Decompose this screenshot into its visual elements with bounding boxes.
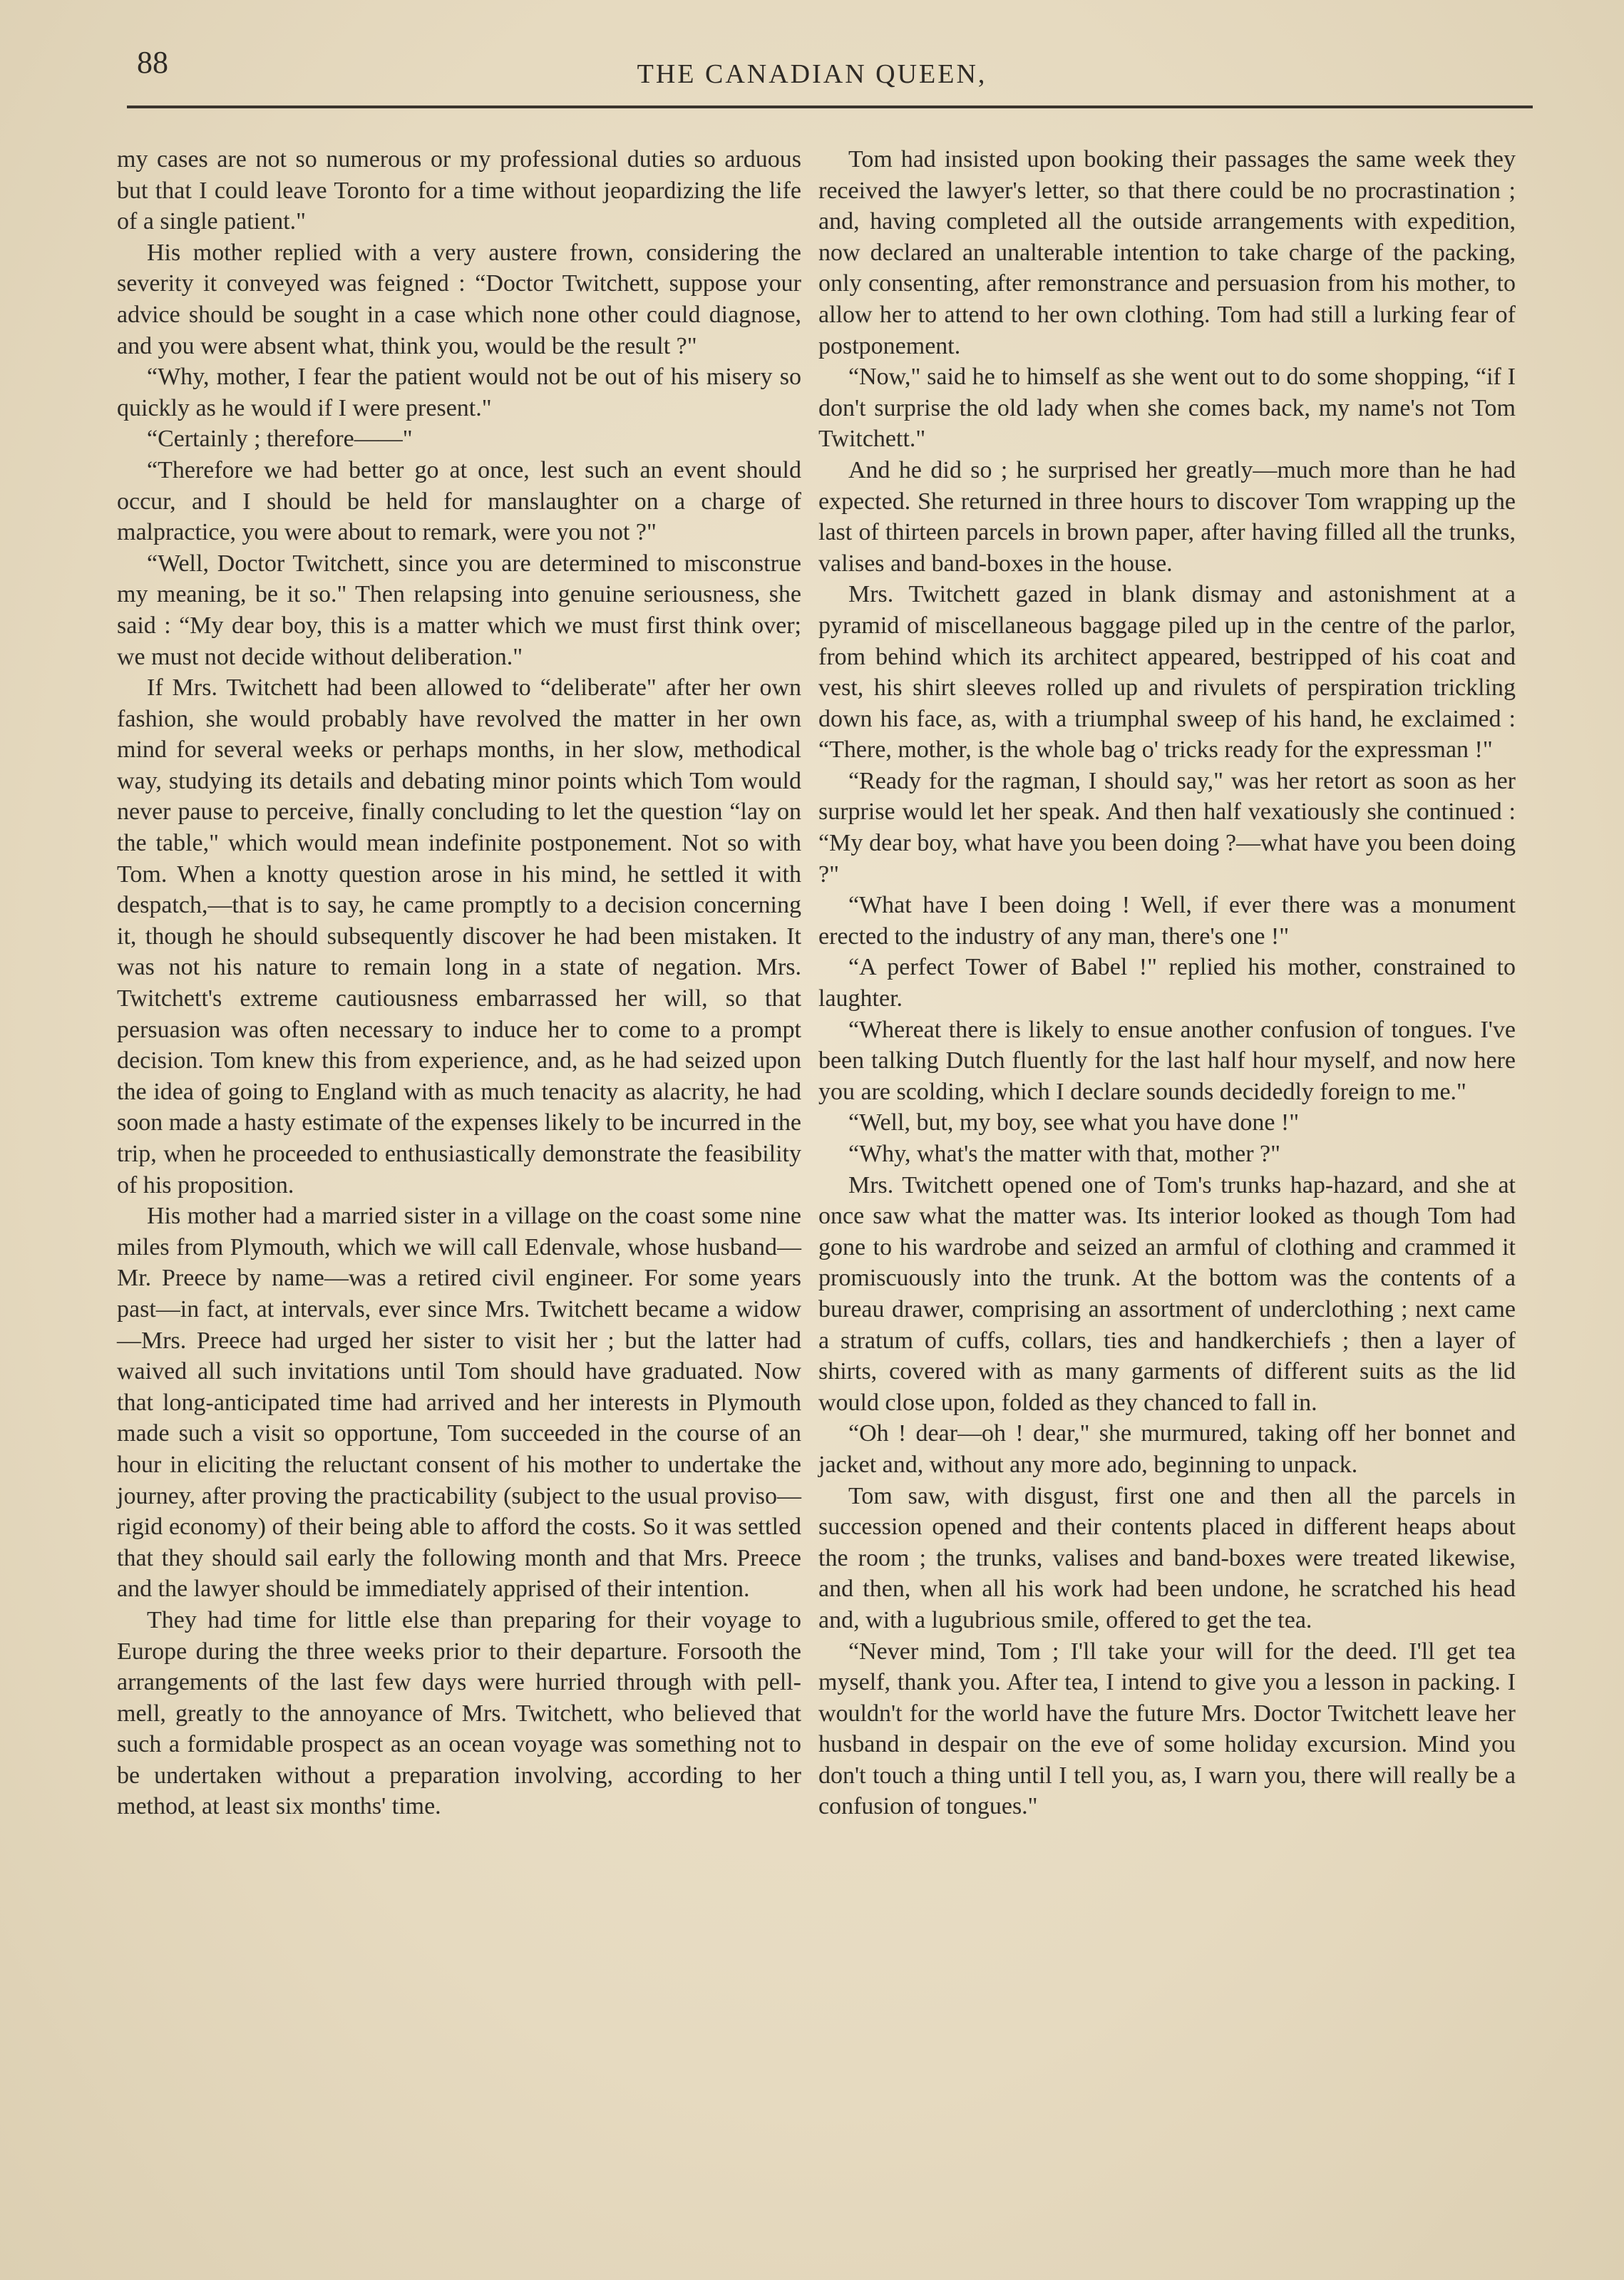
paragraph: “Well, Doctor Twitchett, since you are determined to misconstrue my meaning, be it so." Then relapsing into genuine seriousness, she said : “My dear boy, this is a matter which we must first think over; we must not decide without deliberation." xyxy=(117,550,801,670)
paragraph: “A perfect Tower of Babel !" replied his mother, constrained to laughter. xyxy=(818,954,1516,1012)
paragraph: my cases are not so numerous or my professional duties so arduous but that I could leave Toronto for a time without jeopardizing the life of a single patient." xyxy=(117,146,801,235)
left-column xyxy=(117,144,801,1822)
paragraph: Tom saw, with disgust, first one and then all the parcels in succession opened and their contents placed in different heaps about the room ; the trunks, valises and band-boxes were treated likewise, and then, when all his work had been undone, he scratched his head and, with a lugubrious smile, offered to get the tea. xyxy=(818,1482,1516,1633)
paragraph: “Well, but, my boy, see what you have done !" xyxy=(848,1109,1300,1136)
paragraph: “Now," said he to himself as she went out to do some shopping, “if I don't surprise the old lady when she comes back, my name's not Tom Twitchett." xyxy=(818,364,1516,453)
paragraph: “Therefore we had better go at once, lest such an event should occur, and I should be held for manslaughter on a charge of malpractice, you were about to remark, were you not ?" xyxy=(117,456,801,546)
paragraph: “Ready for the ragman, I should say," was her retort as soon as her surprise would let her speak. And then half vexatiously she continued : “My dear boy, what have you been doing ?—what have you been doing ?" xyxy=(818,767,1516,888)
paragraph: His mother had a married sister in a village on the coast some nine miles from Plymouth, which we will call Edenvale, whose husband—Mr. Preece by name—was a retired civil engineer. For some years past—in fact, at intervals, ever since Mrs. Twitchett became a widow—Mrs. Preece had urged her sister to visit her ; but the latter had waived all such invitations until Tom should have graduated. Now that long-anticipated time had arrived and her interests in Plymouth made such a visit so opportune, Tom succeeded in the course of an hour in eliciting the reluctant consent of his mother to undertake the journey, after proving the practicability (subject to the usual proviso—rigid economy) of their being able to afford the costs. So it was settled that they should sail early the following month and that Mrs. Preece and the lawyer should be immediately apprised of their intention. xyxy=(117,1203,801,1603)
running-head-title: THE CANADIAN QUEEN, xyxy=(637,59,987,89)
header-rule xyxy=(127,106,1533,108)
paragraph: And he did so ; he surprised her greatly—much more than he had expected. She returned in three hours to discover Tom wrapping up the last of thirteen parcels in brown paper, after having filled all the trunks, valises and band-boxes in the house. xyxy=(818,456,1516,577)
paragraph: “Certainly ; therefore——" xyxy=(147,426,413,453)
paragraph: “Why, what's the matter with that, mother ?" xyxy=(848,1141,1281,1167)
paragraph: “Never mind, Tom ; I'll take your will for the deed. I'll get tea myself, thank you. After tea, I intend to give you a lesson in packing. I wouldn't for the world have the future Mrs. Doctor Twitchett leave her husband in despair on the eve of some holiday excursion. Mind you don't touch a thing until I tell you, as, I warn you, there will really be a confusion of tongues." xyxy=(818,1638,1516,1820)
paragraph: “Oh ! dear—oh ! dear," she murmured, taking off her bonnet and jacket and, without any more ado, beginning to unpack. xyxy=(818,1420,1516,1478)
paragraph: Mrs. Twitchett gazed in blank dismay and astonishment at a pyramid of miscellaneous baggage piled up in the centre of the parlor, from behind which its architect appeared, bestripped of his coat and vest, his shirt sleeves rolled up and rivulets of perspiration trickling down his face, as, with a triumphal sweep of his hand, he exclaimed : “There, mother, is the whole bag o' tricks ready for the expressman !" xyxy=(818,581,1516,764)
paragraph: “What have I been doing ! Well, if ever there was a monument erected to the industry of any man, there's one !" xyxy=(818,892,1516,950)
paragraph: Mrs. Twitchett opened one of Tom's trunks hap-hazard, and she at once saw what the matter was. Its interior looked as though Tom had gone to his wardrobe and seized an armful of clothing and crammed it promiscuously into the trunk. At the bottom was the contents of a bureau drawer, comprising an assortment of underclothing ; next came a stratum of cuffs, collars, ties and handkerchiefs ; then a layer of shirts, covered with as many garments of different suits as the lid would close upon, folded as they chanced to fall in. xyxy=(818,1171,1516,1416)
page-number: 88 xyxy=(137,45,168,80)
paragraph: “Whereat there is likely to ensue another confusion of tongues. I've been talking Dutch fluently for the last half hour myself, and now here you are scolding, which I declare sounds decidedly foreign to me." xyxy=(818,1016,1516,1105)
paragraph: “Why, mother, I fear the patient would not be out of his misery so quickly as he would if I were present." xyxy=(117,364,801,421)
paragraph: His mother replied with a very austere frown, considering the severity it conveyed was feigned : “Doctor Twitchett, suppose your advice should be sought in a case which none other could diagnose, and you were absent what, think you, would be the result ?" xyxy=(117,239,801,359)
paragraph: If Mrs. Twitchett had been allowed to “deliberate" after her own fashion, she would probably have revolved the matter in her own mind for several weeks or perhaps months, in her slow, methodical way, studying its details and debating minor points which Tom would never pause to perceive, finally concluding to let the question “lay on the table," which would mean indefinite postponement. Not so with Tom. When a knotty question arose in his mind, he settled it with despatch,—that is to say, he came promptly to a decision concerning it, though he should subsequently discover he had been mistaken. It was not his nature to remain long in a state of negation. Mrs. Twitchett's extreme cautiousness embarrassed her will, so that persuasion was often necessary to induce her to come to a prompt decision. Tom knew this from experience, and, as he had seized upon the idea of going to England with as much tenacity as alacrity, he had soon made a hasty estimate of the expenses likely to be incurred in the trip, when he proceeded to enthusiastically demonstrate the feasibility of his proposition. xyxy=(117,674,801,1198)
paragraph: Tom had insisted upon booking their passages the same week they received the lawyer's letter, so that there could be no procrastination ; and, having completed all the outside arrangements with expedition, now declared an unalterable intention to take charge of the packing, only consenting, after remonstrance and persuasion from his mother, to allow her to attend to her own clothing. Tom had still a lurking fear of postponement. xyxy=(818,146,1516,359)
paragraph: They had time for little else than preparing for their voyage to Europe during the three weeks prior to their departure. Forsooth the arrangements of the last few days were hurried through with pell-mell, greatly to the annoyance of Mrs. Twitchett, who believed that such a formidable prospect as an ocean voyage was something not to be undertaken without a preparation involving, according to her method, at least six months' time. xyxy=(117,1606,801,1820)
right-column xyxy=(818,144,1516,1822)
